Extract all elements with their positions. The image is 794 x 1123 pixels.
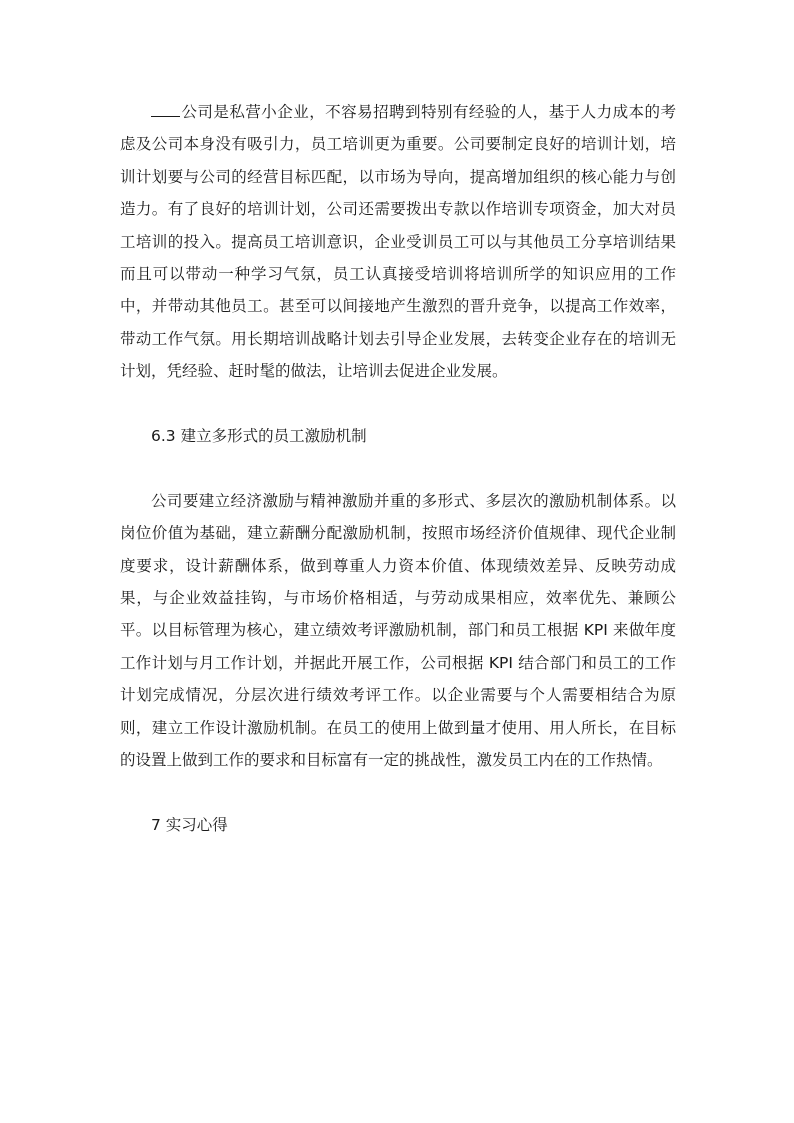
blank-underline <box>151 100 180 117</box>
section-7-heading: 7 实习心得 <box>151 815 228 834</box>
paragraph-gap <box>120 452 676 484</box>
section-6-3-heading: 6.3 建立多形式的员工激励机制 <box>151 427 367 446</box>
paragraph-gap <box>120 388 676 420</box>
incentive-paragraph: 公司要建立经济激励与精神激励并重的多形式、多层次的激励机制体系。以岗位价值为基础，建立薪酬分配激励机制，按照市场经济价值规律、现代企业制度要求，设计薪酬体系，做到尊重人力资本价值、体现绩效差异、反映劳动成果，与企业效益挂钩，与市场价格相适，与劳动成果相应，效率优先、兼顾公平。以目标管理为核心，建立绩效考评激励机制，部门和员工根据 KPI 来做年度工作计划与月工作计划，并据此开展工作，公司根据 KPI 结合部门和员工的工作计划完成情况，分层次进行绩效考评工作。以企业需要与个人需要相结合为原则，建立工作设计激励机制。在员工的使用上做到量才使用、用人所长，在目标的设置上做到工作的要求和目标富有一定的挑战性，激发员工内在的工作热情。 <box>120 491 676 770</box>
training-paragraph <box>120 96 676 388</box>
paragraph-gap <box>120 777 676 809</box>
training-paragraph-text: 公司是私营小企业，不容易招聘到特别有经验的人，基于人力成本的考虑及公司本身没有吸引力，员工培训更为重要。公司要制定良好的培训计划，培训计划要与公司的经营目标匹配，以市场为导向，提高增加组织的核心能力与创造力。有了良好的培训计划，公司还需要拨出专款以作培训专项资金，加大对员工培训的投入。提高员工培训意识，企业受训员工可以与其他员工分享培训结果而且可以带动一种学习气氛，员工认真接受培训将培训所学的知识应用的工作中，并带动其他员工。甚至可以间接地产生激烈的晋升竞争，以提高工作效率，带动工作气氛。用长期培训战略计划去引导企业发展，去转变企业存在的培训无计划，凭经验、赶时髦的做法，让培训去促进企业发展。 <box>120 103 676 381</box>
document-page <box>120 96 676 841</box>
